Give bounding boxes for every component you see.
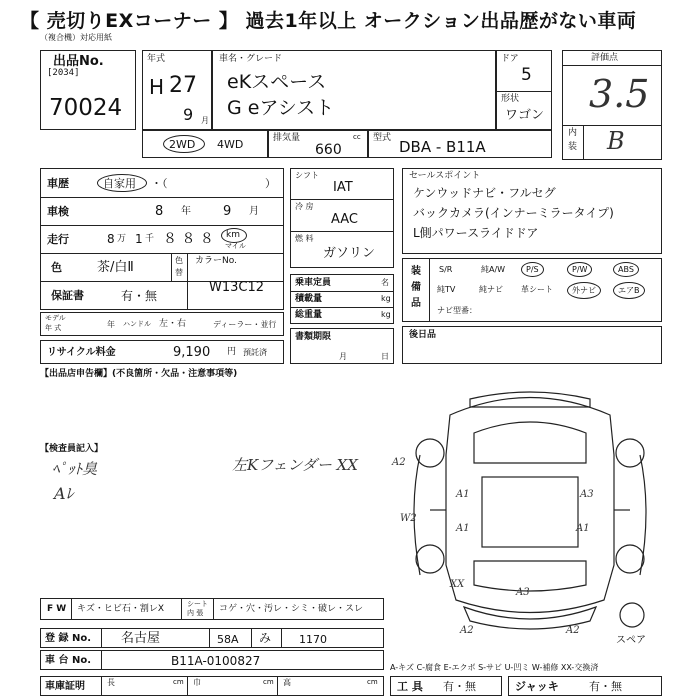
sales-point-2: バックカメラ(インナーミラータイプ) — [413, 206, 614, 220]
color-code: W13C12 — [209, 280, 265, 295]
model-year-label-2: 年 式 — [45, 324, 62, 332]
registration-place: 名古屋 — [121, 631, 161, 646]
passengers-unit: 名 — [381, 278, 389, 287]
history-close: ） — [265, 177, 276, 190]
registration-number: 1170 — [299, 633, 327, 646]
chassis-label: 車 台 No. — [45, 655, 92, 666]
model-grade: G eアシスト — [227, 97, 335, 119]
dealer-label: ディーラー・並行 — [213, 320, 277, 329]
form-subtitle: （複合機）対応用紙 — [40, 33, 112, 42]
score-box — [562, 50, 662, 160]
color-change-1: 色 — [175, 256, 183, 265]
registration-label: 登 録 No. — [45, 633, 92, 644]
equip-tv: 純TV — [437, 285, 456, 294]
handle-value: 左・右 — [159, 319, 187, 329]
damage-mark: W2 — [400, 513, 417, 524]
tools-label: 工 具 — [397, 680, 423, 693]
inspection-year-unit: 年 — [181, 206, 191, 217]
fuel-value: ガソリン — [323, 246, 376, 261]
shape-label: 形状 — [501, 94, 520, 104]
equip-pw: P/W — [567, 262, 592, 277]
sales-point-1: ケンウッドナビ・フルセグ — [413, 186, 556, 200]
recycle-unit: 円 — [227, 347, 237, 357]
tools-value: 有・無 — [443, 680, 476, 693]
jack-value: 有・無 — [589, 680, 622, 693]
fw-items: キズ・ヒビ石・割レX — [77, 604, 164, 614]
model-label: 車名・グレード — [219, 54, 283, 64]
equip-abs: ABS — [613, 262, 639, 277]
chassis-value: B11A-0100827 — [171, 654, 261, 668]
model-code-label: 型式 — [373, 133, 392, 143]
seat-label-1: シート — [187, 600, 208, 608]
cert-length: 長 — [107, 678, 115, 687]
mileage-sen-unit: 千 — [145, 234, 155, 244]
equip-alloy: 純A/W — [481, 265, 506, 274]
recycle-value: 9,190 — [173, 345, 211, 360]
year-value: 27 — [169, 73, 197, 98]
inspection-month: 9 — [223, 204, 232, 219]
later-date-label: 後日品 — [409, 330, 437, 340]
color-label: 色 — [51, 261, 62, 274]
registration-period-day: 日 — [381, 352, 389, 361]
cert-cm-1: cm — [173, 678, 184, 686]
displacement-box — [268, 130, 368, 158]
chassis-row — [40, 650, 384, 670]
lot-label: 出品No. — [53, 54, 104, 69]
score-value: 3.5 — [589, 72, 650, 116]
year-month-unit: 月 — [201, 116, 209, 125]
lot-number-box — [40, 50, 136, 130]
sales-point-3: L側パワースライドドア — [413, 226, 539, 240]
model-box — [212, 50, 496, 130]
displacement-value: 660 — [315, 142, 342, 158]
registration-period-box — [290, 328, 394, 364]
recycle-label: リサイクル料金 — [47, 347, 116, 358]
equip-nav-model: ナビ型番： — [437, 306, 477, 315]
shape-value: ワゴン — [505, 108, 545, 123]
banner-text: 【 売切りEXコーナー 】 過去1年以上 オークション出品歴がない車両 — [20, 10, 637, 32]
gross-unit: kg — [381, 310, 391, 319]
equipment-label-2: 備 — [411, 282, 421, 293]
inspector-note-2: Aﾚ — [54, 484, 74, 503]
inspector-note-1: ﾍﾟｯﾄ臭 — [52, 460, 98, 478]
banner — [0, 0, 700, 34]
doors-value: 5 — [521, 65, 532, 85]
model-year-label-1: モデル — [45, 314, 66, 322]
fuel-label: 燃 料 — [295, 234, 314, 243]
inspector-label: 【検査員記入】 — [40, 444, 104, 454]
registration-class: 58A — [217, 633, 239, 646]
seat-items: コゲ・穴・汚レ・シミ・破レ・スレ — [219, 604, 364, 614]
seller-notes-label: 【出品店申告欄】(不良箇所・欠品・注意事項等) — [40, 369, 238, 379]
load-unit: kg — [381, 294, 391, 303]
interior-value: B — [607, 127, 625, 155]
model-code-value: DBA - B11A — [399, 138, 486, 156]
equip-ps: P/S — [521, 262, 544, 277]
car-damage-diagram — [390, 385, 670, 645]
color-code-label: カラーNo. — [195, 256, 237, 266]
later-date-box — [402, 326, 662, 364]
damage-mark: A3 — [516, 587, 530, 598]
lot-number: 70024 — [49, 95, 123, 121]
load-label: 積載量 — [295, 294, 323, 304]
cert-cm-3: cm — [367, 678, 378, 686]
mileage-label: 走行 — [47, 233, 69, 246]
color-change-2: 替 — [175, 268, 183, 277]
damage-mark: A1 — [456, 523, 470, 534]
damage-mark: A1 — [456, 489, 470, 500]
equipment-label-3: 品 — [411, 298, 421, 309]
damage-mark: A2 — [566, 625, 580, 636]
spec-table — [290, 168, 394, 268]
tools-box — [390, 676, 502, 696]
passengers-label: 乗車定員 — [295, 278, 332, 288]
shift-value: IAT — [333, 180, 353, 195]
spare-label: スペア — [616, 635, 646, 645]
model-code-box — [368, 130, 552, 158]
inspector-note-3: 左Kフェンダー XX — [232, 456, 358, 474]
color-value: 茶/白Ⅱ — [97, 260, 134, 275]
drive-2wd: 2WD — [169, 138, 196, 151]
registration-kana: み — [259, 631, 272, 645]
year-label: 年式 — [147, 54, 166, 64]
mileage-man: 8 — [107, 232, 115, 246]
displacement-unit: cc — [353, 133, 361, 141]
jack-label: ジャッキ — [515, 680, 559, 693]
mileage-sen: 1 — [135, 232, 143, 246]
mileage-unit-km: km — [226, 230, 240, 240]
history-value: 自家用 — [103, 177, 136, 190]
shift-label: シフト — [295, 171, 319, 180]
capacity-table — [290, 274, 394, 324]
fw-label: F W — [47, 604, 67, 614]
history-label: 車歴 — [47, 177, 69, 190]
registration-row — [40, 628, 384, 648]
doors-label: ドア — [501, 54, 519, 64]
fw-row — [40, 598, 384, 620]
equip-sr: S/R — [439, 265, 453, 274]
gross-label: 総重量 — [295, 310, 323, 320]
sales-points-label: セールスポイント — [409, 171, 481, 181]
garage-cert-row — [40, 676, 384, 696]
damage-legend: A-キズ C-腐食 E-エクボ S-サビ U-凹ミ W-補修 XX-交換済 — [390, 663, 599, 672]
equipment-label-1: 装 — [411, 266, 421, 277]
recycle-note: 預託済 — [243, 348, 267, 357]
mileage-man-unit: 万 — [117, 234, 127, 244]
year-era: H — [149, 75, 165, 99]
damage-mark: XX — [450, 579, 465, 590]
displacement-label: 排気量 — [273, 133, 301, 143]
equip-ext-navi: 外ナビ — [567, 282, 601, 299]
doors-box — [496, 50, 552, 130]
interior-label-2: 装 — [568, 142, 578, 152]
equip-navi: 純ナビ — [479, 285, 503, 294]
drive-4wd: 4WD — [217, 138, 244, 151]
warranty-label: 保証書 — [51, 289, 84, 302]
model-name: eKスペース — [227, 71, 327, 93]
seat-label-2: 内 張 — [187, 609, 204, 617]
equip-airbag: エアB — [613, 282, 645, 299]
damage-mark: A3 — [580, 489, 594, 500]
lot-ref: [2034] — [47, 68, 80, 78]
equipment-box — [402, 258, 662, 322]
history-extra: ・（ — [151, 177, 168, 190]
score-label: 評価点 — [591, 53, 619, 63]
cert-cm-2: cm — [263, 678, 274, 686]
damage-mark: A2 — [392, 457, 406, 468]
equip-leather: 革シート — [521, 285, 553, 294]
recycle-box — [40, 340, 284, 364]
inspection-label: 車検 — [47, 205, 69, 218]
sales-points-box — [402, 168, 662, 254]
registration-period-month: 月 — [339, 352, 347, 361]
damage-mark: A2 — [460, 625, 474, 636]
aircon-value: AAC — [331, 212, 358, 227]
year-box — [142, 50, 212, 130]
mileage-unit-mile: マイル — [225, 242, 246, 250]
handle-label: ハンドル — [123, 320, 151, 328]
registration-period-label: 書類期限 — [295, 332, 332, 342]
aircon-label: 冷 房 — [295, 202, 314, 211]
inspection-month-unit: 月 — [249, 206, 259, 217]
model-year-unit: 年 — [107, 320, 115, 329]
inspection-year: 8 — [155, 204, 164, 219]
mileage-digits: ８ ８ ８ — [163, 231, 214, 247]
cert-height: 高 — [283, 678, 291, 687]
vehicle-info-table — [40, 168, 284, 310]
warranty-value: 有・無 — [121, 289, 158, 303]
model-year-row — [40, 312, 284, 336]
jack-box — [508, 676, 662, 696]
year-month: 9 — [183, 105, 194, 124]
interior-label-1: 内 — [568, 128, 578, 138]
cert-label: 車庫証明 — [45, 681, 85, 692]
damage-mark: A1 — [576, 523, 590, 534]
cert-width: 巾 — [193, 678, 201, 687]
drive-box — [142, 130, 268, 158]
